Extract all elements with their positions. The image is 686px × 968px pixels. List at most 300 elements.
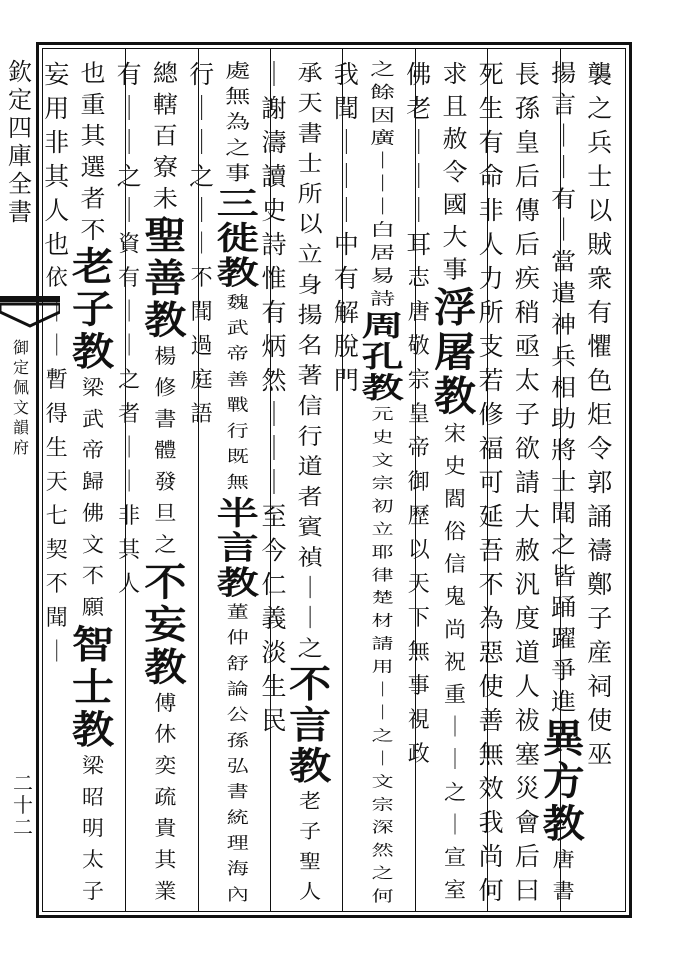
main-text-char: 所 xyxy=(297,180,323,207)
annotation-char: 聞 xyxy=(45,606,68,631)
annotation xyxy=(145,689,185,908)
main-text-char: 非 xyxy=(478,196,504,225)
main-text-char: 無 xyxy=(225,85,251,108)
main-text-char: 脫 xyxy=(333,332,359,361)
main-text-char: 事 xyxy=(442,255,468,284)
annotation-char: 之 xyxy=(371,727,394,745)
main-text-char: ｜ xyxy=(370,151,396,171)
main-text-char: 后 xyxy=(514,162,540,191)
main-text-char: 也 xyxy=(44,230,70,259)
annotation-char: ｜ xyxy=(45,640,68,665)
main-text-char: ｜ xyxy=(370,174,396,194)
book-title-char: 欽 xyxy=(8,58,32,86)
annotation-char: ｜ xyxy=(371,704,394,722)
page-number-char: 十 xyxy=(13,793,33,817)
main-text-char: ｜ xyxy=(297,574,323,601)
page-number xyxy=(8,772,38,838)
annotation-char: 帝 xyxy=(81,439,104,463)
main-text-char: 謝 xyxy=(261,94,287,123)
main-text-char: 轄 xyxy=(152,91,178,118)
headword-char: 半 xyxy=(216,494,259,532)
annotation xyxy=(73,751,113,908)
main-text-char: 后 xyxy=(514,230,540,259)
main-text-char: 寮 xyxy=(152,153,178,181)
main-text-char: ｜ xyxy=(189,196,215,225)
annotation-char: 宗 xyxy=(407,368,430,393)
headword-char: 教 xyxy=(216,254,259,292)
main-text-char: 立 xyxy=(297,241,323,268)
annotation-char: 梁 xyxy=(81,377,104,401)
column-divider xyxy=(125,48,126,912)
annotation-char: 修 xyxy=(154,377,177,401)
main-text-char: 爭 xyxy=(551,656,577,684)
main-text-char: 淡 xyxy=(261,638,287,667)
annotation-char: 楚 xyxy=(371,589,394,607)
main-text-char: 稍 xyxy=(514,298,540,327)
main-text-char: 其 xyxy=(44,162,70,191)
main-text-char: 之 xyxy=(116,162,142,191)
annotation-char: 武 xyxy=(226,319,249,339)
main-text-char: 助 xyxy=(551,405,577,433)
annotation-char: 歸 xyxy=(81,471,104,495)
main-text-char: 著 xyxy=(297,362,323,389)
annotation-char: 視 xyxy=(407,708,430,733)
main-text-char: 中 xyxy=(333,230,359,259)
main-text-char: 使 xyxy=(587,706,613,735)
main-text-char: 處 xyxy=(225,59,251,82)
main-text-char: 郭 xyxy=(587,468,613,497)
main-text-char: 行 xyxy=(297,423,323,450)
main-text-char: 禱 xyxy=(587,536,613,565)
annotation-char: ｜ xyxy=(45,300,68,325)
section-title-char: 文 xyxy=(12,398,29,417)
main-text-char: ｜ xyxy=(297,605,323,631)
annotation-char: 皇 xyxy=(407,402,430,427)
main-text-char: 其 xyxy=(80,122,106,150)
annotation-char: 弘 xyxy=(226,757,249,777)
main-text-char: 士 xyxy=(297,150,323,177)
annotation-char: 老 xyxy=(299,790,322,813)
annotation-char: 疏 xyxy=(154,786,177,810)
annotation-char: 信 xyxy=(443,552,466,577)
main-text-char: 力 xyxy=(478,264,504,293)
annotation-char: 初 xyxy=(371,498,394,515)
headword-char: 妄 xyxy=(144,601,187,648)
main-text-char: 死 xyxy=(478,60,504,89)
annotation-char: 生 xyxy=(45,436,68,461)
headword-char: 教 xyxy=(71,329,114,375)
annotation-char: 文 xyxy=(371,452,394,470)
annotation-char: 統 xyxy=(226,808,249,828)
main-text-char: 祓 xyxy=(514,706,540,735)
headword-char: 浮 xyxy=(433,284,476,332)
annotation-char: ｜ xyxy=(371,681,394,699)
main-text-char: ｜ xyxy=(406,162,432,191)
main-text-char: 使 xyxy=(478,672,504,701)
main-text-char: 誦 xyxy=(587,502,613,531)
main-text-char: 長 xyxy=(514,60,540,89)
main-text-char: 以 xyxy=(297,211,323,238)
main-text-char: 因 xyxy=(370,105,396,125)
main-text-char: 居 xyxy=(370,242,396,263)
main-text-char: 百 xyxy=(152,122,178,150)
main-text-char: 史 xyxy=(261,196,287,225)
main-text-char: 疾 xyxy=(514,264,540,293)
main-text-char: 信 xyxy=(297,393,323,419)
annotation-char: 聖 xyxy=(299,850,322,874)
main-text-char: 惡 xyxy=(478,638,504,667)
main-text-char: 人 xyxy=(478,230,504,259)
main-text-char: 支 xyxy=(478,332,504,361)
main-text-char: 皆 xyxy=(551,562,577,590)
annotation-char: 文 xyxy=(371,773,394,791)
main-text-char: 有 xyxy=(116,60,142,89)
annotation-char: 書 xyxy=(226,782,249,802)
main-text-char: 懼 xyxy=(587,332,613,361)
headword-char: 孔 xyxy=(361,340,404,374)
annotation-char: 魏 xyxy=(226,293,249,313)
main-text-char: 至 xyxy=(261,502,287,531)
headword-char: 士 xyxy=(71,664,114,710)
annotation xyxy=(37,262,77,500)
headword-char: 三 xyxy=(216,184,259,222)
main-text-char: 者 xyxy=(297,483,323,510)
annotation-char: 人 xyxy=(118,572,141,597)
section-title-char: 定 xyxy=(12,358,29,377)
annotation-char: 敬 xyxy=(407,334,430,359)
headword-char: 徙 xyxy=(216,219,259,257)
annotation-char: 子 xyxy=(299,820,322,843)
headword-char: 教 xyxy=(216,563,259,601)
main-text-char: 揚 xyxy=(551,59,577,87)
main-text-char: 聞 xyxy=(551,499,577,527)
headword-char: 教 xyxy=(433,372,476,420)
main-text-char: 福 xyxy=(478,434,504,463)
annotation-char: 下 xyxy=(407,606,430,631)
annotation-char: 政 xyxy=(407,742,430,767)
main-text-char: 耳 xyxy=(406,230,432,259)
annotation-char: ｜ xyxy=(190,232,213,257)
annotation-char: 佛 xyxy=(81,502,104,526)
main-text-char: 名 xyxy=(297,332,323,359)
headword-char: 教 xyxy=(71,707,114,753)
annotation-char: 書 xyxy=(154,408,177,432)
annotation-char: 孫 xyxy=(226,731,249,751)
annotation-char: 有 xyxy=(118,266,141,291)
main-text-char: 為 xyxy=(478,604,504,633)
main-text-char: 尚 xyxy=(478,842,504,871)
main-text-char: ｜ xyxy=(261,434,287,463)
annotation-char: 者 xyxy=(118,402,141,427)
main-text-char: ｜ xyxy=(189,94,215,123)
annotation-char: 天 xyxy=(45,470,68,495)
main-text-char: 我 xyxy=(478,808,504,837)
annotation-char: 休 xyxy=(154,723,177,747)
annotation-char: 體 xyxy=(154,439,177,463)
main-text-char: 祠 xyxy=(587,672,613,701)
annotation-char: 太 xyxy=(81,849,104,873)
main-text-char: 若 xyxy=(478,366,504,395)
annotation-char: 室 xyxy=(443,878,466,903)
headword-char: 不 xyxy=(144,559,187,605)
annotation-char: 無 xyxy=(226,473,249,493)
column-divider xyxy=(270,48,271,912)
main-text-char: 之 xyxy=(587,94,613,123)
main-text-char: 也 xyxy=(80,59,106,87)
annotation-char: 俗 xyxy=(443,520,466,545)
main-text-char: ｜ xyxy=(333,196,359,225)
main-text-char: ｜ xyxy=(551,154,577,181)
headword-char: 言 xyxy=(289,703,332,747)
annotation xyxy=(218,600,258,908)
annotation-char: 公 xyxy=(226,705,249,725)
main-text-char: 承 xyxy=(297,59,323,86)
annotation-char: 其 xyxy=(154,849,177,873)
annotation-char: 尚 xyxy=(443,618,466,643)
main-text-char: 亟 xyxy=(514,332,540,361)
page-number-char: 二 xyxy=(13,815,33,839)
main-text-char: 孫 xyxy=(514,94,540,123)
main-text-char: 白 xyxy=(370,220,396,240)
main-text-char: 民 xyxy=(261,706,287,735)
main-text-char: ｜ xyxy=(116,94,142,123)
headword-char: 異 xyxy=(542,715,585,762)
main-text-char: ｜ xyxy=(551,122,577,150)
main-text-char: 令 xyxy=(587,434,613,463)
main-text-char: 請 xyxy=(514,468,540,497)
main-text-char: 聞 xyxy=(333,94,359,123)
main-text-char: 賓 xyxy=(297,514,323,541)
main-text-char: 行 xyxy=(189,60,215,89)
main-text-char: 詩 xyxy=(261,230,287,259)
annotation-char: 依 xyxy=(45,266,68,291)
main-text-char: 踊 xyxy=(551,593,577,621)
main-text-char: 用 xyxy=(44,94,70,123)
annotation-char: 天 xyxy=(407,572,430,597)
annotation-char: 重 xyxy=(443,683,466,708)
main-text-char: 選 xyxy=(80,153,106,181)
annotation-char: ｜ xyxy=(118,300,141,325)
main-text-char: 命 xyxy=(478,162,504,191)
main-text-char: 禎 xyxy=(297,544,323,571)
annotation-char: 傅 xyxy=(154,692,177,716)
main-text-char: 炳 xyxy=(261,332,287,361)
main-text-char: 重 xyxy=(80,91,106,118)
main-text-char: 門 xyxy=(333,366,359,395)
main-text-char: 大 xyxy=(514,502,540,531)
annotation-char: 旦 xyxy=(154,502,177,526)
main-text-char: 人 xyxy=(44,196,70,225)
main-text-char: 兵 xyxy=(551,342,577,370)
annotation-char: 語 xyxy=(190,402,213,427)
annotation-char: 閻 xyxy=(443,487,466,512)
main-text-char: 揚 xyxy=(297,302,323,328)
annotation-char: ｜ xyxy=(443,715,466,740)
main-text-char: 衆 xyxy=(587,264,613,293)
main-text-char: 賊 xyxy=(587,230,613,259)
annotation-char: 御 xyxy=(407,470,430,495)
annotation-char: 文 xyxy=(81,533,104,557)
headword-char: 教 xyxy=(361,371,404,405)
annotation-char: 既 xyxy=(226,447,249,467)
annotation-char: 立 xyxy=(371,521,394,538)
book-title-char: 全 xyxy=(8,170,32,198)
main-text-char: 道 xyxy=(297,453,323,480)
main-text-char: 士 xyxy=(551,468,577,496)
main-text-char: 效 xyxy=(478,774,504,803)
main-text-char: 之 xyxy=(297,635,323,662)
annotation-char: 戰 xyxy=(226,396,249,416)
main-text-char: 子 xyxy=(514,400,540,429)
annotation-char: 理 xyxy=(226,834,249,854)
section-title-char: 佩 xyxy=(12,378,29,397)
main-text-char: ｜ xyxy=(406,128,432,157)
annotation-char: 內 xyxy=(226,885,249,905)
main-text-char: 有 xyxy=(478,128,504,157)
main-text-char: 色 xyxy=(587,366,613,395)
main-text-char: 之 xyxy=(551,531,577,558)
annotation-char: 祝 xyxy=(443,650,466,675)
main-text-char: 人 xyxy=(514,672,540,701)
main-text-char: 善 xyxy=(478,706,504,735)
annotation-char: 楊 xyxy=(154,345,177,369)
main-text-char: 總 xyxy=(152,59,178,87)
headword-char: 屠 xyxy=(433,328,476,376)
annotation-char: 人 xyxy=(299,881,322,904)
main-text-char: 易 xyxy=(370,265,396,286)
section-title-char: 御 xyxy=(12,338,29,357)
annotation-char: ｜ xyxy=(118,436,141,461)
annotation-char: 然 xyxy=(371,842,394,860)
annotation-char: 志 xyxy=(407,266,430,291)
book-title-char: 庫 xyxy=(8,142,32,170)
main-text-char: 道 xyxy=(514,638,540,667)
main-text-char: 今 xyxy=(261,536,287,565)
annotation-char: 史 xyxy=(443,455,466,480)
annotation-char: 耶 xyxy=(371,544,394,561)
main-text-char: 有 xyxy=(333,264,359,293)
annotation-char: 歷 xyxy=(407,504,430,529)
main-text-char: 義 xyxy=(261,604,287,633)
main-text-char: 躍 xyxy=(551,625,577,653)
headword-char: 教 xyxy=(144,297,187,343)
main-text-char: 老 xyxy=(406,94,432,123)
main-text-char: 有 xyxy=(261,298,287,327)
main-text-char: 士 xyxy=(587,162,613,191)
main-text-char: ｜ xyxy=(116,128,142,157)
annotation-char: 梁 xyxy=(81,755,104,779)
headword-char: 教 xyxy=(144,644,187,690)
annotation-char: ｜ xyxy=(371,750,394,768)
headword-char: 教 xyxy=(289,744,332,788)
annotation-char: 願 xyxy=(81,596,104,620)
main-text-char: 可 xyxy=(478,468,504,497)
main-text-char: 曰 xyxy=(514,876,540,905)
main-text-char: 餘 xyxy=(370,82,396,102)
main-text-char: 欲 xyxy=(514,434,540,463)
main-text-char: 産 xyxy=(587,638,613,667)
main-text-char: ｜ xyxy=(333,128,359,157)
column-divider xyxy=(342,48,343,912)
main-text-char: 我 xyxy=(333,60,359,89)
main-text-char: 皇 xyxy=(514,128,540,157)
main-text-char: 何 xyxy=(478,876,504,905)
main-text-char: 為 xyxy=(225,110,251,133)
main-text-char: 國 xyxy=(442,190,468,219)
main-text-char: ｜ xyxy=(406,196,432,225)
main-text-char: 赦 xyxy=(442,125,468,153)
main-text-char: 有 xyxy=(551,185,577,213)
main-text-char: ｜ xyxy=(370,197,396,217)
main-text-char: 無 xyxy=(478,740,504,769)
main-text-char: 仁 xyxy=(261,570,287,599)
main-text-char: 未 xyxy=(152,185,178,212)
main-text-char: 塞 xyxy=(514,740,540,769)
main-text-char: 當 xyxy=(551,248,577,276)
annotation-char: ｜ xyxy=(118,334,141,359)
main-text-char: 之 xyxy=(189,162,215,191)
main-text-char: ｜ xyxy=(333,162,359,191)
book-title-char: 四 xyxy=(8,114,32,142)
main-text-char: 妄 xyxy=(44,60,70,89)
annotation-char: 帝 xyxy=(226,344,249,364)
annotation-char: 之 xyxy=(371,865,394,883)
main-text-char: 解 xyxy=(333,298,359,327)
main-text-char: 相 xyxy=(551,374,577,401)
headword-char: 智 xyxy=(71,622,114,668)
main-text-char: 求 xyxy=(442,59,468,88)
annotation-char: 用 xyxy=(371,658,394,676)
main-text-char: 言 xyxy=(551,91,577,119)
main-text-char: 以 xyxy=(587,196,613,225)
main-text-char: 大 xyxy=(442,222,468,251)
annotation-char: 海 xyxy=(226,859,249,879)
annotation-char: 帝 xyxy=(407,436,430,461)
annotation-char: 宗 xyxy=(371,475,394,493)
annotation-char: ｜ xyxy=(443,748,466,773)
main-text-char: 身 xyxy=(297,271,323,298)
annotation-char: 發 xyxy=(154,471,177,495)
annotation-char: 宗 xyxy=(371,796,394,814)
main-text-char: 事 xyxy=(225,162,251,185)
main-text-char: 延 xyxy=(478,502,504,531)
annotation-char: 聞 xyxy=(190,300,213,325)
main-text-char: 不 xyxy=(478,570,504,599)
headword-char: 教 xyxy=(542,800,585,847)
annotation-char: 七 xyxy=(45,504,68,529)
headword-char: 老 xyxy=(71,244,114,290)
column-divider xyxy=(415,48,416,912)
main-text-char: 有 xyxy=(587,298,613,327)
headword-char: 不 xyxy=(289,662,332,706)
annotation-char: 無 xyxy=(407,640,430,665)
main-text-char: 太 xyxy=(514,366,540,395)
main-text-char: 生 xyxy=(478,94,504,123)
annotation-char: 元 xyxy=(371,406,394,424)
main-text-char: ｜ xyxy=(261,60,287,89)
main-text-char: 濤 xyxy=(261,128,287,157)
main-text-char: 赦 xyxy=(514,536,540,565)
main-text-char: 修 xyxy=(478,400,504,429)
annotation-char: 以 xyxy=(407,538,430,563)
annotation xyxy=(37,500,77,670)
main-text-char: 后 xyxy=(514,842,540,871)
main-text-char: 者 xyxy=(80,185,106,212)
main-text-char: 所 xyxy=(478,298,504,327)
main-text-char: ｜ xyxy=(261,400,287,429)
main-text-char: 生 xyxy=(261,672,287,701)
main-text-char: 遣 xyxy=(551,279,577,307)
